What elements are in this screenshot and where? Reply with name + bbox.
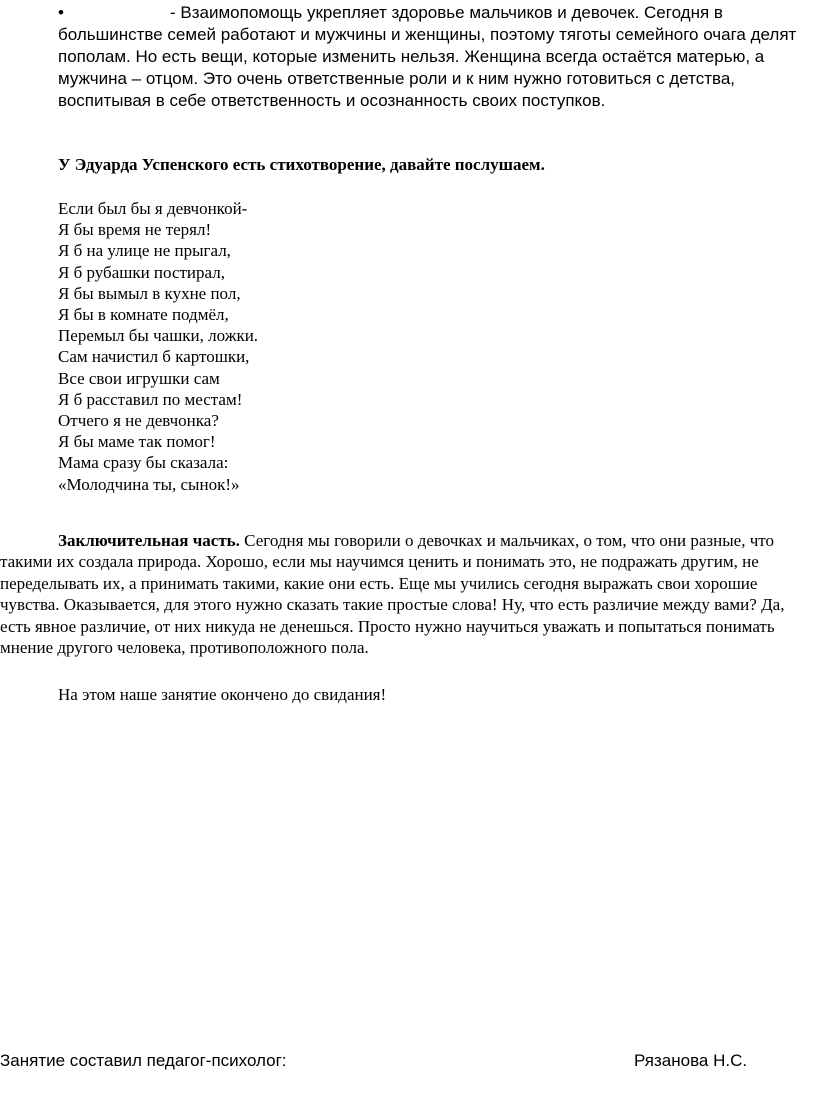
bullet-marker: • bbox=[58, 3, 64, 22]
poem-line: Я б расставил по местам! bbox=[58, 389, 243, 409]
poem-line: Я б рубашки постирал, bbox=[58, 262, 225, 282]
footer-author-name: Рязанова Н.С. bbox=[634, 1051, 748, 1070]
bullet-paragraph bbox=[58, 2, 798, 112]
footer-author-label: Занятие составил педагог-психолог: bbox=[0, 1051, 287, 1070]
poem-line: Я бы вымыл в кухне пол, bbox=[58, 283, 241, 303]
conclusion-label: Заключительная часть. bbox=[58, 531, 240, 550]
poem-line: Перемыл бы чашки, ложки. bbox=[58, 326, 259, 346]
poem-line: Отчего я не девчонка? bbox=[58, 411, 219, 431]
poem-line: Сам начистил б картошки, bbox=[58, 347, 250, 367]
poem-line: Я бы в комнате подмёл, bbox=[58, 305, 229, 325]
conclusion-text: Сегодня мы говорили о девочках и мальчиках, о том, что они разные, что такими их создала природа. Хорошо, если мы научимся ценить и понимать это, не подражать другим, не переделывать их, а принимать такими, какие они есть. Еще мы учились сегодня выражать свои хорошие чувства. Оказывается, для этого нужно сказать такие простые слова! Ну, что есть различие между вами? Да, есть явное различие, от них никуда не денешься. Просто нужно научиться уважать и попытаться понимать мнение другого человека, противоположного пола. bbox=[0, 531, 785, 658]
poem-line: Я б на улице не прыгал, bbox=[58, 241, 231, 261]
poem-heading: У Эдуарда Успенского есть стихотворение, давайте послушаем. bbox=[58, 155, 545, 174]
poem-line: Я бы маме так помог! bbox=[58, 432, 216, 452]
conclusion-paragraph bbox=[0, 530, 800, 658]
poem-line: Я бы время не терял! bbox=[58, 220, 212, 240]
poem-line: Если был бы я девчонкой- bbox=[58, 199, 248, 218]
poem-line: Все свои игрушки сам bbox=[58, 368, 220, 388]
poem-line: «Молодчина ты, сынок!» bbox=[58, 474, 240, 494]
bullet-paragraph-text: - Взаимопомощь укрепляет здоровье мальчиков и девочек. Сегодня в большинстве семей работают и мужчины и женщины, поэтому тяготы семейного очага делят пополам. Но есть вещи, которые изменить нельзя. Женщина всегда остаётся матерью, а мужчина – отцом. Это очень ответственные роли и к ним нужно готовиться с детства, воспитывая в себе ответственность и осознанность своих поступков. bbox=[58, 3, 797, 110]
poem bbox=[58, 198, 758, 495]
poem-line: Мама сразу бы сказала: bbox=[58, 453, 229, 473]
closing-line: На этом наше занятие окончено до свидания! bbox=[58, 685, 387, 704]
